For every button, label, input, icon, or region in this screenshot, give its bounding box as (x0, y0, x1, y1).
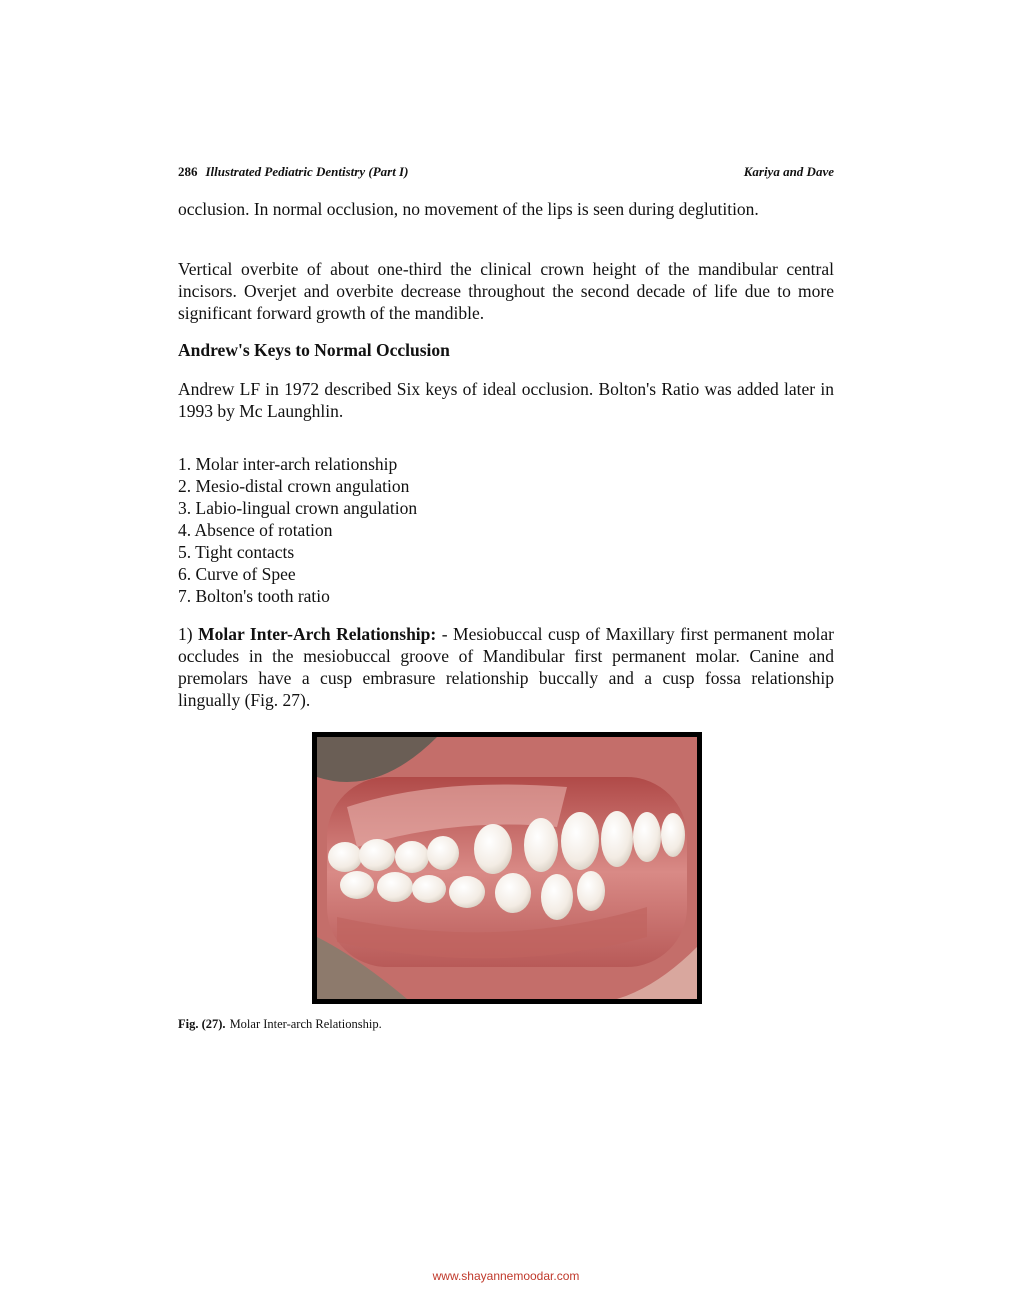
list-item: 7. Bolton's tooth ratio (178, 586, 330, 606)
figure-label: Fig. (27). (178, 1017, 226, 1031)
list-item: 2. Mesio-distal crown angulation (178, 476, 410, 496)
list-item: 6. Curve of Spee (178, 564, 296, 584)
list-item: 5. Tight contacts (178, 542, 295, 562)
list-item: 3. Labio-lingual crown angulation (178, 498, 418, 518)
molar-section-text: - Mesiobuccal cusp of Maxillary first permanent molar occludes in the mesiobuccal groove of Mandibular first permanent molar. Canine and premolars have a cusp embrasure relationship buccally and a cusp fossa relationship lingually (Fig. 27). (178, 624, 834, 710)
molar-section-title: Molar Inter-Arch Relationship: (198, 624, 437, 644)
section-heading: Andrew's Keys to Normal Occlusion (178, 340, 450, 360)
figure-caption-text: Molar Inter-arch Relationship. (229, 1017, 382, 1031)
running-header (178, 164, 834, 182)
footer-website[interactable]: www.shayannemoodar.com (432, 1269, 580, 1283)
list-item: 1. Molar inter-arch relationship (178, 454, 398, 474)
keys-list (178, 453, 417, 607)
figure-caption (178, 1017, 382, 1032)
paragraph-andrew: Andrew LF in 1972 described Six keys of ideal occlusion. Bolton's Ratio was added later in 1993 by Mc Launghlin. (178, 379, 834, 421)
figure-27-photo (312, 732, 702, 1004)
paragraph-occlusion: occlusion. In normal occlusion, no movement of the lips is seen during deglutition. (178, 199, 759, 219)
paragraph-molar-relationship (178, 623, 834, 711)
molar-section-number: 1) (178, 624, 193, 644)
header-authors: Kariya and Dave (743, 164, 834, 179)
occlusion-photo (317, 737, 697, 999)
page-number: 286 (178, 164, 198, 179)
book-title: Illustrated Pediatric Dentistry (Part I) (205, 164, 409, 179)
paragraph-overbite: Vertical overbite of about one-third the clinical crown height of the mandibular central incisors. Overjet and overbite decrease throughout the second decade of life due to more significant forward growth of the mandible. (178, 259, 834, 323)
list-item: 4. Absence of rotation (178, 520, 333, 540)
header-left (178, 164, 408, 180)
